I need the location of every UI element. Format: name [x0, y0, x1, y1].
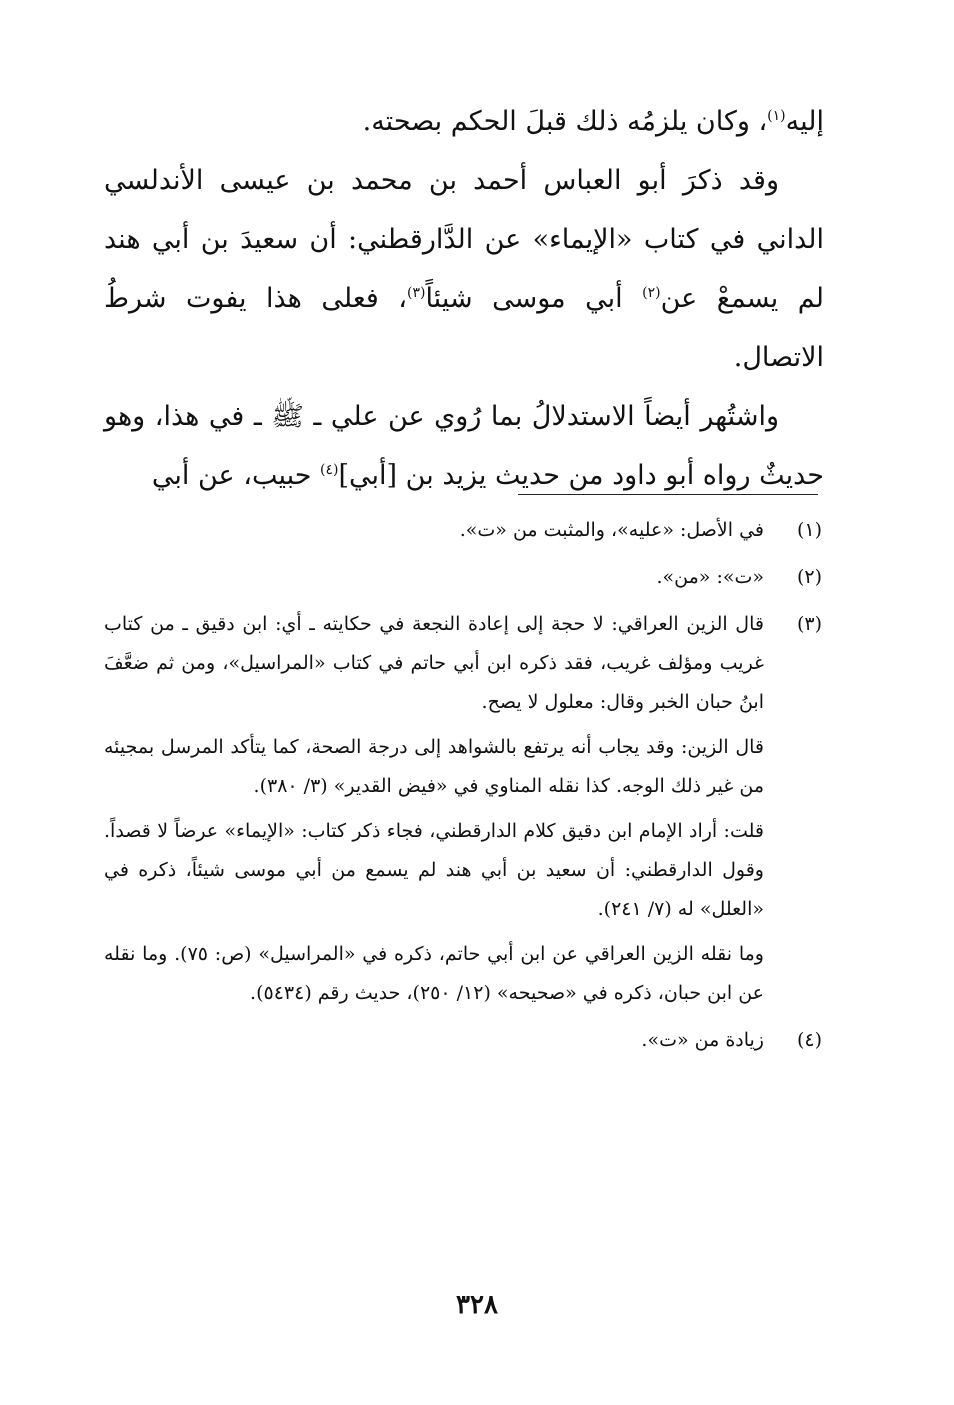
footnote-paragraph: قال الزين: وقد يجاب أنه يرتفع بالشواهد إلى درجة الصحة، كما يتأكد المرسل بمجيئه من غير ذلك الوجه. كذا نقله المناوي في «فيض القدير» (٣/ ٣٨٠). — [104, 736, 764, 797]
paragraph-3-text-b: حبيب، عن أبي — [151, 460, 321, 491]
footnote-paragraph: قلت: أراد الإمام ابن دقيق كلام الدارقطني، فجاء ذكر كتاب: «الإيماء» عرضاً لا قصداً. وقول الدارقطني: أن سعيد بن أبي هند لم يسمع من أبي موسى شيئاً، ذكره في «العلل» له (٧/ ٢٤١). — [104, 820, 764, 920]
footnote-text: «ت»: «من». — [656, 566, 764, 588]
footnote-number: (١) — [796, 519, 822, 541]
footnote-2 — [104, 558, 822, 597]
paragraph-2 — [104, 151, 824, 387]
footnote-number: (٤) — [796, 1029, 822, 1051]
footnote-ref-3[interactable]: (٣) — [406, 285, 426, 301]
footnote-separator — [518, 494, 818, 495]
footnote-number: (٣) — [796, 613, 822, 635]
footnote-paragraph: وما نقله الزين العراقي عن ابن أبي حاتم، ذكره في «المراسيل» (ص: ٧٥). وما نقله عن ابن حبان، ذكره في «صحيحه» (١٢/ ٢٥٠)، حديث رقم (٥٤٣٤). — [104, 943, 764, 1004]
page-number: ٣٢٨ — [456, 1290, 498, 1320]
footnote-ref-4[interactable]: (٤) — [320, 462, 339, 478]
paragraph-1-text-a: إليه — [785, 106, 824, 137]
paragraph-3-text-a: واشتُهر أيضاً الاستدلالُ بما رُوي عن علي ـ ﷺ ـ في هذا، وهو حديثٌ رواه أبو داود من حديث يزيد بن [أبي] — [104, 401, 824, 491]
footnote-text: زيادة من «ت». — [641, 1029, 764, 1051]
paragraph-2-text-b: أبي موسى شيئاً — [425, 283, 643, 314]
paragraph-1-text-b: ، وكان يلزمُه ذلك قبلَ الحكم بصحته. — [362, 106, 768, 137]
footnote-1 — [104, 511, 822, 550]
main-text — [104, 92, 824, 505]
paragraph-3 — [104, 387, 824, 505]
footnote-number: (٢) — [796, 566, 822, 588]
footnote-ref-2[interactable]: (٢) — [642, 285, 661, 301]
footnote-ref-1[interactable]: (١) — [767, 108, 786, 124]
footnotes — [104, 511, 822, 1060]
paragraph-2-text-a: وقد ذكرَ أبو العباس أحمد بن محمد بن عيسى الأندلسي الداني في كتاب «الإيماء» عن الدَّارقطني: أن سعيدَ بن أبي هند لم يسمعْ عن — [104, 165, 825, 314]
footnote-4 — [104, 1021, 822, 1060]
paragraph-2-text-c: ، فعلى هذا يفوت شرطُ الاتصال. — [104, 283, 824, 373]
footnote-3 — [104, 605, 822, 1013]
footnote-text: في الأصل: «عليه»، والمثبت من «ت». — [459, 519, 764, 541]
footnote-paragraph: قال الزين العراقي: لا حجة إلى إعادة النجعة في حكايته ـ أي: ابن دقيق ـ من كتاب غريب ومؤلف غريب، فقد ذكره ابن أبي حاتم في كتاب «المراسيل»، ومن ثم ضعَّفَ ابنُ حبان الخبر وقال: معلول لا يصح. — [104, 613, 764, 713]
paragraph-1 — [104, 92, 824, 151]
